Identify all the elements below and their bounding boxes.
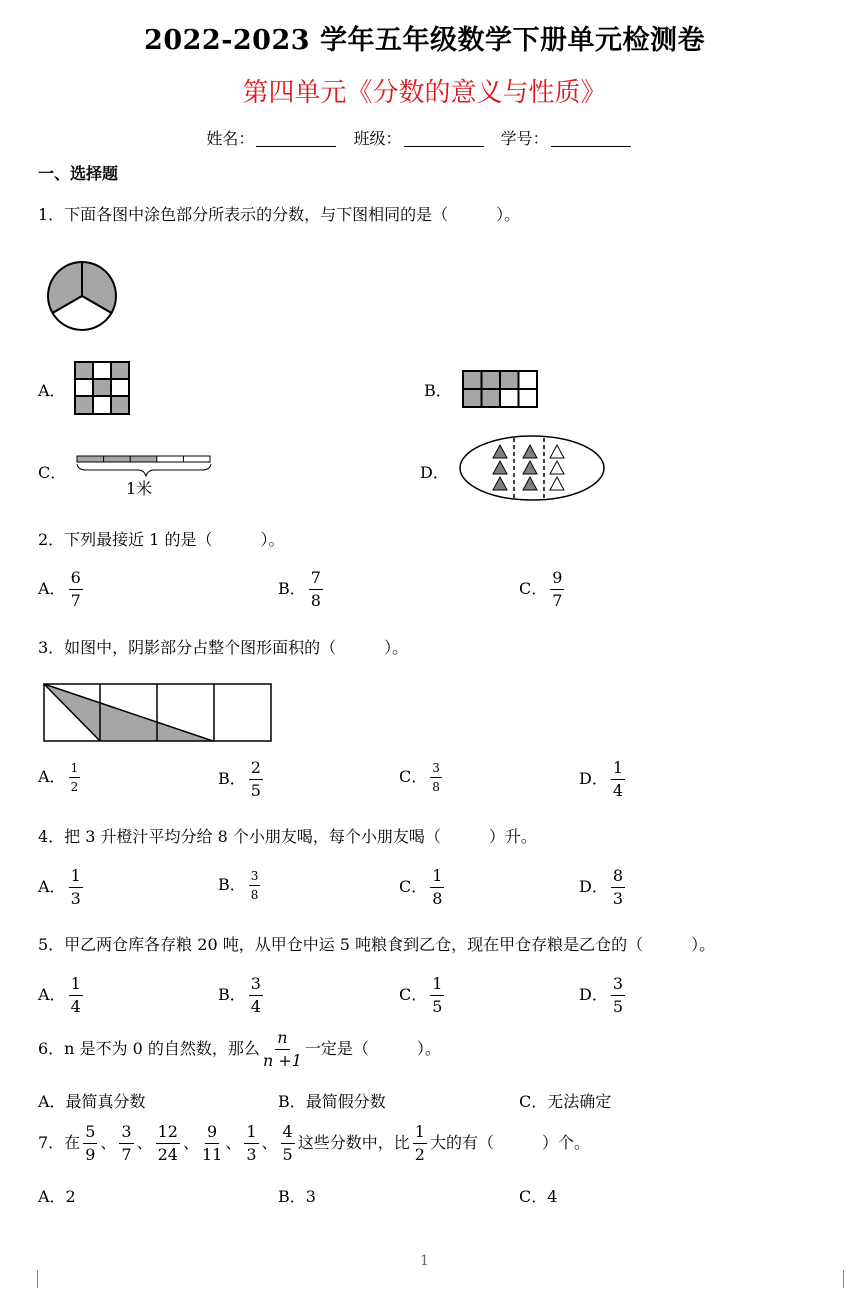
q6-option-b[interactable]: B．最简假分数	[278, 1092, 386, 1111]
page-title: 2022-2023 学年五年级数学下册单元检测卷	[144, 25, 705, 56]
class-label: 班级：	[353, 129, 402, 148]
q1-option-a-label: A．	[38, 381, 66, 400]
q2-option-b-label: B．	[278, 579, 306, 598]
q7-separator: 、	[261, 1133, 278, 1152]
q6-post-text: 一定是（ ）。	[304, 1039, 441, 1058]
question-6-text	[38, 1030, 441, 1069]
q4-option-a-fraction: $\frac{1}{3}$	[70, 866, 81, 908]
q2-option-a-fraction: $\frac{6}{7}$	[70, 568, 81, 610]
q3-option-c-fraction: $\frac{3}{8}$	[432, 761, 440, 794]
q6-pre-text: 6．n 是不为 0 的自然数，那么	[38, 1039, 260, 1058]
q7-fraction-5: $\frac{1}{3}$	[246, 1122, 257, 1164]
q4-option-d-fraction: $\frac{8}{3}$	[612, 866, 624, 908]
q2-option-c[interactable]	[519, 570, 567, 609]
q6-option-a[interactable]: A．最简真分数	[38, 1092, 146, 1111]
q6-fraction: $\frac{n}{n +1}$	[262, 1028, 302, 1070]
q1-option-d-label: D．	[420, 463, 449, 482]
q3-option-a[interactable]	[38, 762, 83, 793]
q3-option-b[interactable]	[218, 760, 266, 799]
q4-option-b[interactable]	[218, 870, 263, 901]
q5-option-b-label: B．	[218, 985, 246, 1004]
q7-option-c[interactable]: C．4	[519, 1187, 558, 1206]
q4-option-d[interactable]	[579, 868, 628, 907]
q2-option-a[interactable]	[38, 570, 86, 609]
q7-fraction-3: $\frac{12}{24}$	[157, 1122, 178, 1164]
q4-option-b-label: B．	[218, 875, 246, 894]
q7-half-fraction: $\frac{1}{2}$	[414, 1122, 425, 1164]
q1-option-d-ellipse	[458, 434, 606, 502]
q1-option-b-grid	[462, 370, 538, 408]
page-number: 1	[420, 1253, 429, 1269]
q2-option-b-fraction: $\frac{7}{8}$	[310, 568, 321, 610]
class-blank[interactable]	[404, 132, 484, 147]
question-4-text: 4．把 3 升橙汁平均分给 8 个小朋友喝，每个小朋友喝（ ）升。	[38, 827, 537, 846]
q5-option-d[interactable]	[579, 976, 628, 1015]
question-1-text: 1．下面各图中涂色部分所表示的分数，与下图相同的是（ ）。	[38, 205, 521, 224]
q2-option-a-label: A．	[38, 579, 66, 598]
q5-option-c[interactable]	[399, 976, 447, 1015]
q3-option-a-fraction: $\frac{1}{2}$	[70, 761, 79, 794]
q7-post-text: 大的有（ ）个。	[429, 1133, 590, 1152]
q3-option-d-label: D．	[579, 769, 608, 788]
q7-fraction-1: $\frac{5}{9}$	[85, 1122, 96, 1164]
q3-figure	[43, 683, 273, 743]
q3-option-b-label: B．	[218, 769, 246, 788]
section-heading: 一、选择题	[38, 164, 119, 183]
question-3-text: 3．如图中，阴影部分占整个图形面积的（ ）。	[38, 638, 409, 657]
q7-pre-text: 7．在	[38, 1133, 81, 1152]
q6-option-c[interactable]: C．无法确定	[519, 1092, 612, 1111]
q1-option-a-grid	[74, 361, 130, 415]
q3-option-a-label: A．	[38, 767, 66, 786]
q2-option-c-label: C．	[519, 579, 548, 598]
q5-option-d-label: D．	[579, 985, 608, 1004]
q5-option-b-fraction: $\frac{3}{4}$	[250, 974, 261, 1016]
q5-option-a[interactable]	[38, 976, 86, 1015]
q1-reference-circle	[46, 260, 118, 332]
q1-option-b-label: B．	[424, 381, 452, 400]
q5-option-d-fraction: $\frac{3}{5}$	[612, 974, 624, 1016]
q7-fraction-6: $\frac{4}{5}$	[282, 1122, 293, 1164]
id-label: 学号：	[500, 129, 549, 148]
q7-mid-text: 这些分数中，比	[297, 1133, 410, 1152]
q3-option-d-fraction: $\frac{1}{4}$	[612, 758, 624, 800]
student-info-line	[0, 126, 849, 149]
q3-option-b-fraction: $\frac{2}{5}$	[250, 758, 261, 800]
name-label: 姓名：	[206, 129, 255, 148]
question-5-text: 5．甲乙两仓库各存粮 20 吨，从甲仓中运 5 吨粮食到乙仓，现在甲仓存粮是乙仓的（ ）。	[38, 935, 716, 954]
q3-option-c-label: C．	[399, 767, 428, 786]
q4-option-b-fraction: $\frac{3}{8}$	[250, 869, 259, 902]
unit-subtitle: 第四单元《分数的意义与性质》	[242, 78, 607, 108]
q7-fraction-4: $\frac{9}{11}$	[201, 1122, 223, 1164]
q7-separator: 、	[100, 1133, 117, 1152]
q1-option-c-label: C．	[38, 463, 67, 482]
q4-option-a-label: A．	[38, 877, 66, 896]
id-blank[interactable]	[551, 132, 631, 147]
q1-option-c-caption: 1米	[126, 479, 153, 498]
q4-option-a[interactable]	[38, 868, 86, 907]
q7-separator: 、	[182, 1133, 199, 1152]
q3-option-d[interactable]	[579, 760, 628, 799]
q4-option-c-label: C．	[399, 877, 428, 896]
question-2-text: 2．下列最接近 1 的是（ ）。	[38, 530, 285, 549]
question-7-text	[38, 1124, 590, 1163]
left-margin-mark	[37, 1270, 38, 1288]
q7-option-a[interactable]: A．2	[38, 1187, 76, 1206]
q7-fraction-2: $\frac{3}{7}$	[121, 1122, 132, 1164]
q3-option-c[interactable]	[399, 762, 445, 793]
q4-option-c-fraction: $\frac{1}{8}$	[432, 866, 443, 908]
q4-option-d-label: D．	[579, 877, 608, 896]
q7-separator: 、	[136, 1133, 153, 1152]
q5-option-c-label: C．	[399, 985, 428, 1004]
right-margin-mark	[843, 1270, 844, 1288]
q2-option-b[interactable]	[278, 570, 326, 609]
q2-option-c-fraction: $\frac{9}{7}$	[552, 568, 563, 610]
q5-option-b[interactable]	[218, 976, 266, 1015]
q1-option-c-bar	[76, 454, 212, 478]
name-blank[interactable]	[256, 132, 336, 147]
q4-option-c[interactable]	[399, 868, 447, 907]
q5-option-a-label: A．	[38, 985, 66, 1004]
q5-option-c-fraction: $\frac{1}{5}$	[432, 974, 443, 1016]
q7-separator: 、	[225, 1133, 242, 1152]
q5-option-a-fraction: $\frac{1}{4}$	[70, 974, 81, 1016]
q7-option-b[interactable]: B．3	[278, 1187, 316, 1206]
